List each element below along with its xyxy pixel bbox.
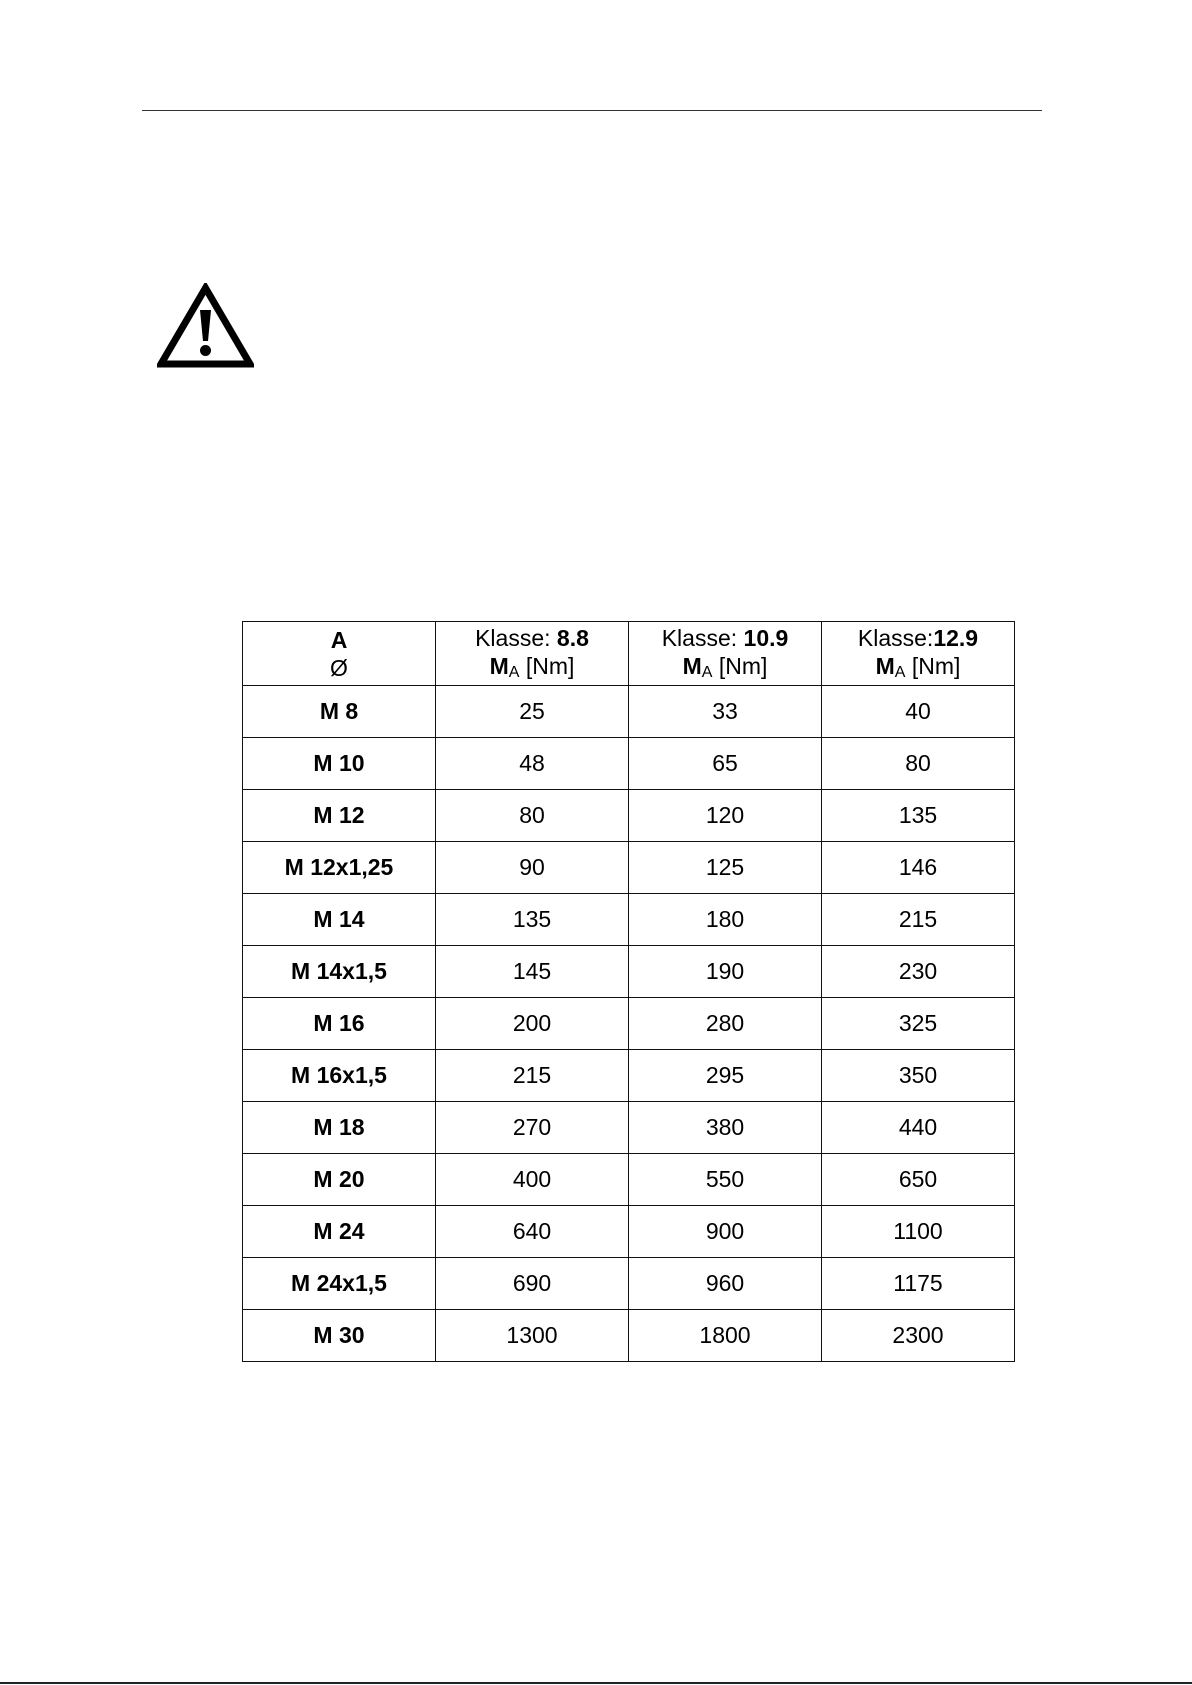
torque-12-9-cell: 80 [822,738,1015,790]
class-prefix: Klasse: [857,624,934,651]
header-class-8-8 [436,622,629,686]
header-diameter-symbol: Ø [330,654,348,681]
torque-symbol: M [682,652,702,679]
torque-unit: [Nm] [712,652,768,679]
torque-8-8-cell: 90 [436,842,629,894]
footer-rule [0,1682,1192,1684]
torque-8-8-cell: 80 [436,790,629,842]
torque-12-9-cell: 135 [822,790,1015,842]
torque-8-8-cell: 690 [436,1258,629,1310]
header-size-label: A [330,626,348,653]
torque-8-8-cell: 1300 [436,1310,629,1362]
torque-8-8-cell: 270 [436,1102,629,1154]
header-size [243,622,436,686]
torque-8-8-cell: 200 [436,998,629,1050]
bolt-size-cell: M 20 [243,1154,436,1206]
class-prefix: Klasse: [661,624,744,651]
class-grade: 10.9 [743,624,789,651]
torque-10-9-cell: 180 [629,894,822,946]
table-row [243,1310,1015,1362]
torque-10-9-cell: 380 [629,1102,822,1154]
table-row [243,1206,1015,1258]
table-row [243,738,1015,790]
torque-symbol: M [489,652,509,679]
bolt-size-cell: M 12x1,25 [243,842,436,894]
bolt-size-cell: M 12 [243,790,436,842]
torque-12-9-cell: 40 [822,686,1015,738]
torque-10-9-cell: 1800 [629,1310,822,1362]
torque-8-8-cell: 48 [436,738,629,790]
torque-8-8-cell: 215 [436,1050,629,1102]
header-rule [142,110,1042,111]
torque-10-9-cell: 280 [629,998,822,1050]
torque-subscript: A [701,663,713,681]
torque-8-8-cell: 400 [436,1154,629,1206]
torque-8-8-cell: 25 [436,686,629,738]
torque-subscript: A [508,663,520,681]
table-row [243,1102,1015,1154]
table-row [243,686,1015,738]
bolt-size-cell: M 16 [243,998,436,1050]
torque-10-9-cell: 960 [629,1258,822,1310]
torque-10-9-cell: 900 [629,1206,822,1258]
torque-8-8-cell: 135 [436,894,629,946]
torque-8-8-cell: 145 [436,946,629,998]
bolt-size-cell: M 24 [243,1206,436,1258]
torque-12-9-cell: 146 [822,842,1015,894]
torque-unit: [Nm] [519,652,575,679]
header-class-12-9 [822,622,1015,686]
torque-12-9-cell: 440 [822,1102,1015,1154]
torque-10-9-cell: 65 [629,738,822,790]
torque-12-9-cell: 230 [822,946,1015,998]
table-row [243,790,1015,842]
table-header-row [243,622,1015,686]
table-row [243,1258,1015,1310]
table-row [243,946,1015,998]
warning-triangle-icon [157,283,254,369]
table-row [243,998,1015,1050]
torque-12-9-cell: 650 [822,1154,1015,1206]
torque-10-9-cell: 550 [629,1154,822,1206]
torque-10-9-cell: 295 [629,1050,822,1102]
torque-12-9-cell: 1100 [822,1206,1015,1258]
torque-12-9-cell: 1175 [822,1258,1015,1310]
bolt-size-cell: M 18 [243,1102,436,1154]
bolt-size-cell: M 14 [243,894,436,946]
table-row [243,1154,1015,1206]
torque-unit: [Nm] [905,652,961,679]
torque-10-9-cell: 125 [629,842,822,894]
torque-table [242,621,1015,1362]
bolt-size-cell: M 24x1,5 [243,1258,436,1310]
header-class-10-9 [629,622,822,686]
torque-10-9-cell: 120 [629,790,822,842]
bolt-size-cell: M 30 [243,1310,436,1362]
bolt-size-cell: M 16x1,5 [243,1050,436,1102]
torque-symbol: M [875,652,895,679]
bolt-size-cell: M 14x1,5 [243,946,436,998]
torque-subscript: A [894,663,906,681]
table-row [243,894,1015,946]
table-row [243,1050,1015,1102]
class-prefix: Klasse: [475,624,557,651]
class-grade: 12.9 [933,624,979,651]
torque-12-9-cell: 2300 [822,1310,1015,1362]
class-grade: 8.8 [556,624,589,651]
torque-12-9-cell: 215 [822,894,1015,946]
torque-10-9-cell: 33 [629,686,822,738]
torque-10-9-cell: 190 [629,946,822,998]
torque-12-9-cell: 325 [822,998,1015,1050]
table-row [243,842,1015,894]
bolt-size-cell: M 10 [243,738,436,790]
torque-8-8-cell: 640 [436,1206,629,1258]
torque-12-9-cell: 350 [822,1050,1015,1102]
bolt-size-cell: M 8 [243,686,436,738]
